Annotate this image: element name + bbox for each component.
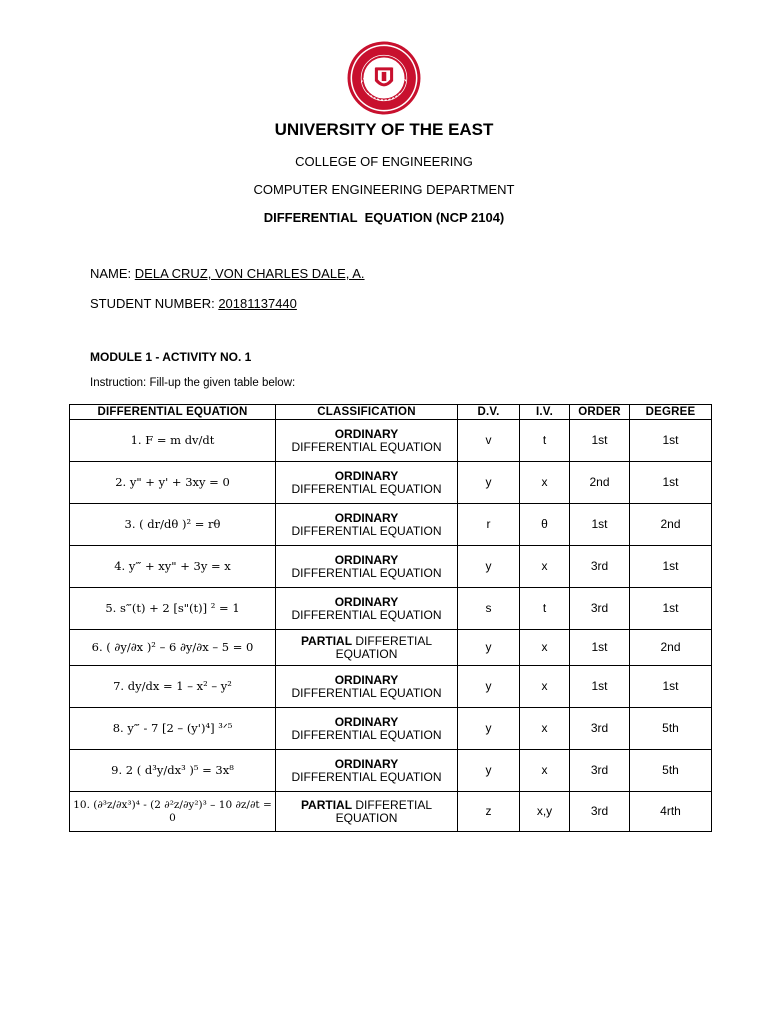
classification-cell (276, 546, 458, 588)
equation-cell: 6. ( ∂y/∂x )² – 6 ∂y/∂x – 5 = 0 (70, 630, 276, 666)
degree-cell: 1st (630, 588, 712, 630)
college-name: COLLEGE OF ENGINEERING (295, 154, 473, 169)
classification-type: ORDINARY (334, 468, 399, 483)
table-row (70, 708, 712, 750)
header-order: ORDER (570, 405, 630, 420)
order-cell: 3rd (570, 750, 630, 792)
classification-type: ORDINARY (334, 552, 399, 567)
degree-cell: 1st (630, 666, 712, 708)
table-row (70, 666, 712, 708)
student-number-value: 20181137440 (218, 296, 297, 311)
classification-type: PARTIAL (300, 797, 353, 812)
dv-cell: r (458, 504, 520, 546)
order-cell: 3rd (570, 708, 630, 750)
classification-rest: DIFFERENTIAL EQUATION (291, 523, 442, 538)
classification-rest: DIFFERETIAL (352, 797, 433, 812)
classification-rest: DIFFERENTIAL EQUATION (291, 727, 442, 742)
classification-rest: DIFFERENTIAL EQUATION (291, 439, 442, 454)
table-header-row (70, 405, 712, 420)
order-cell: 1st (570, 420, 630, 462)
degree-cell: 2nd (630, 630, 712, 666)
classification-cell (276, 630, 458, 666)
classification-rest: DIFFERENTIAL EQUATION (291, 481, 442, 496)
iv-cell: t (520, 588, 570, 630)
degree-cell: 2nd (630, 504, 712, 546)
order-cell: 1st (570, 630, 630, 666)
classification-line2: EQUATION (335, 646, 398, 661)
classification-rest: DIFFERENTIAL EQUATION (291, 565, 442, 580)
iv-cell: x (520, 546, 570, 588)
order-cell: 3rd (570, 792, 630, 832)
table-row (70, 504, 712, 546)
activity-table (69, 404, 712, 832)
student-number-line (90, 296, 297, 311)
classification-cell (276, 666, 458, 708)
classification-cell (276, 588, 458, 630)
degree-cell: 5th (630, 708, 712, 750)
dv-cell: s (458, 588, 520, 630)
equation-cell: 4. y‴ + xy" + 3y = x (70, 546, 276, 588)
university-name: UNIVERSITY OF THE EAST (274, 120, 494, 139)
dv-cell: y (458, 462, 520, 504)
classification-cell (276, 708, 458, 750)
dv-cell: z (458, 792, 520, 832)
iv-cell: x (520, 462, 570, 504)
classification-rest: DIFFERENTIAL EQUATION (291, 769, 442, 784)
degree-cell: 1st (630, 420, 712, 462)
iv-cell: x (520, 708, 570, 750)
classification-type: ORDINARY (334, 426, 399, 441)
equation-cell: 7. dy/dx = 1 – x² – y² (70, 666, 276, 708)
classification-cell (276, 420, 458, 462)
department-name: COMPUTER ENGINEERING DEPARTMENT (253, 182, 515, 197)
dv-cell: y (458, 666, 520, 708)
classification-cell (276, 504, 458, 546)
student-name-line (90, 266, 365, 281)
dv-cell: y (458, 750, 520, 792)
table-row (70, 420, 712, 462)
iv-cell: θ (520, 504, 570, 546)
equation-cell: 3. ( dr/dθ )² = rθ (70, 504, 276, 546)
order-cell: 1st (570, 666, 630, 708)
dv-cell: v (458, 420, 520, 462)
order-cell: 1st (570, 504, 630, 546)
module-title: MODULE 1 - ACTIVITY NO. 1 (90, 350, 252, 364)
course-title-text: DIFFERENTIAL EQUATION (NCP 2104) (263, 210, 505, 225)
classification-cell (276, 462, 458, 504)
equation-cell: 9. 2 ( d³y/dx³ )⁵ = 3x⁸ (70, 750, 276, 792)
header-equation: DIFFERENTIAL EQUATION (70, 405, 276, 420)
equation-cell: 8. y‴ - 7 [2 – (y')⁴] ³ᐟ⁵ (70, 708, 276, 750)
student-number-label: STUDENT NUMBER: (90, 296, 219, 311)
header-degree: DEGREE (630, 405, 712, 420)
degree-cell: 5th (630, 750, 712, 792)
degree-cell: 1st (630, 546, 712, 588)
classification-cell (276, 792, 458, 832)
equation-cell: 1. F = m dv/dt (70, 420, 276, 462)
classification-type: ORDINARY (334, 672, 399, 687)
table-row (70, 588, 712, 630)
name-value: DELA CRUZ, VON CHARLES DALE, A. (134, 266, 365, 281)
iv-cell: x,y (520, 792, 570, 832)
classification-rest: DIFFERETIAL (352, 633, 433, 648)
course-title (0, 210, 768, 225)
iv-cell: t (520, 420, 570, 462)
classification-line2: EQUATION (335, 810, 398, 825)
header-dv: D.V. (458, 405, 520, 420)
classification-type: ORDINARY (334, 756, 399, 771)
instruction-text: Instruction: Fill-up the given table below: (90, 377, 296, 389)
order-cell: 3rd (570, 546, 630, 588)
equation-cell: 5. s‴(t) + 2 [s"(t)] ² = 1 (70, 588, 276, 630)
header-classification: CLASSIFICATION (276, 405, 458, 420)
classification-type: ORDINARY (334, 510, 399, 525)
table-row (70, 750, 712, 792)
order-cell: 3rd (570, 588, 630, 630)
iv-cell: x (520, 666, 570, 708)
order-cell: 2nd (570, 462, 630, 504)
classification-type: PARTIAL (300, 633, 353, 648)
degree-cell: 1st (630, 462, 712, 504)
classification-type: ORDINARY (334, 714, 399, 729)
university-seal-logo (346, 40, 422, 116)
header-iv: I.V. (520, 405, 570, 420)
dv-cell: y (458, 546, 520, 588)
table-row (70, 630, 712, 666)
classification-cell (276, 750, 458, 792)
degree-cell: 4rth (630, 792, 712, 832)
table-row (70, 546, 712, 588)
dv-cell: y (458, 708, 520, 750)
classification-rest: DIFFERENTIAL EQUATION (291, 607, 442, 622)
classification-type: ORDINARY (334, 594, 399, 609)
dv-cell: y (458, 630, 520, 666)
table-row (70, 462, 712, 504)
name-label: NAME: (90, 266, 135, 281)
iv-cell: x (520, 750, 570, 792)
equation-cell: 10. (∂³z/∂x³)⁴ - (2 ∂²z/∂y²)³ – 10 ∂z/∂t = 0 (70, 792, 276, 832)
table-row (70, 792, 712, 832)
equation-cell: 2. y" + y' + 3xy = 0 (70, 462, 276, 504)
iv-cell: x (520, 630, 570, 666)
classification-rest: DIFFERENTIAL EQUATION (291, 685, 442, 700)
